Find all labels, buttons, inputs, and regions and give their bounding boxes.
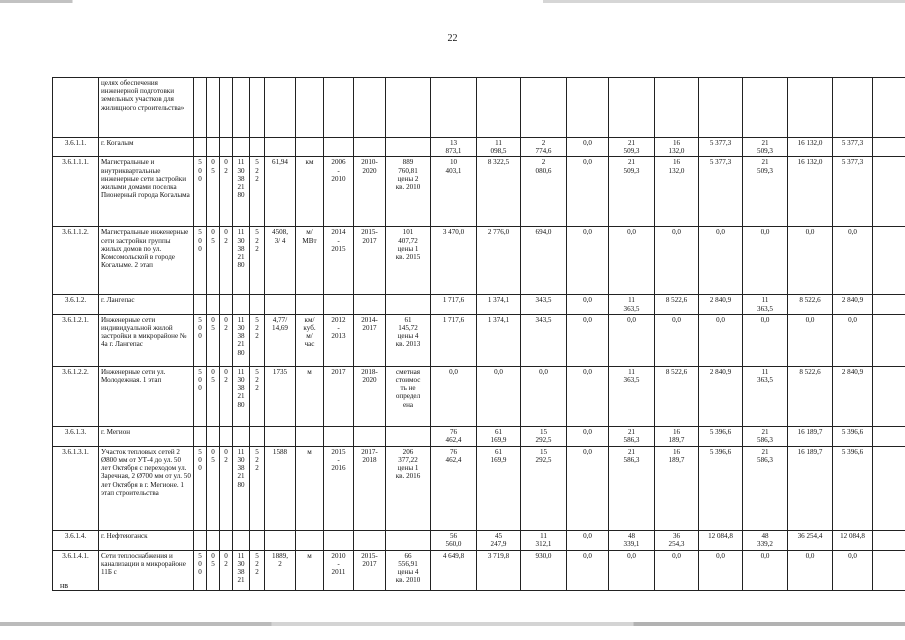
budget-2017 [477, 78, 521, 138]
local-2019 [833, 78, 873, 138]
other-2017: 0,0 [567, 157, 609, 227]
code-digit-1: 5 0 0 [194, 157, 207, 227]
capacity-unit: м/ МВт [296, 227, 324, 295]
capacity-unit: км [296, 157, 324, 227]
local-2019: 2 840,9 [833, 366, 873, 426]
other-2017: 0,0 [567, 366, 609, 426]
code-digit-3: 0 2 [220, 550, 233, 590]
construction-period: 2010- 2020 [354, 157, 386, 227]
construction-period [354, 426, 386, 446]
row-name: Магистральные и внутриквартальные инженерные сети застройки жилыми домами поселка Пионерный города Когалыма [99, 157, 194, 227]
page-number: 22 [447, 33, 458, 44]
code-digit-1 [194, 530, 207, 550]
empty-cell [873, 157, 905, 227]
budget-2019: 0,0 [788, 314, 833, 366]
local-2018: 5 396,6 [699, 446, 743, 530]
code-digit-3 [220, 78, 233, 138]
code-digit-1: 5 0 0 [194, 366, 207, 426]
total-2019 [743, 78, 788, 138]
capacity-unit: м [296, 366, 324, 426]
budget-2018: 8 522,6 [655, 295, 699, 314]
total-2018: 21 509,3 [609, 138, 655, 157]
total-2017: 1 717,6 [431, 295, 477, 314]
other-2017: 0,0 [567, 295, 609, 314]
code-digit-5 [250, 78, 265, 138]
code-digit-4: 11 30 38 21 80 [233, 157, 250, 227]
construction-period [354, 138, 386, 157]
table-row [53, 138, 905, 157]
code-digit-2: 0 5 [207, 227, 220, 295]
total-2018: 0,0 [609, 314, 655, 366]
capacity-unit [296, 295, 324, 314]
code-digit-1: 5 0 0 [194, 446, 207, 530]
local-2019: 12 084,8 [833, 530, 873, 550]
capacity-unit: м [296, 446, 324, 530]
budget-2018 [655, 78, 699, 138]
total-2019: 48 339,2 [743, 530, 788, 550]
row-code: 3.6.1.4. [53, 530, 99, 550]
total-2017: 10 403,1 [431, 157, 477, 227]
code-digit-2: 0 5 [207, 550, 220, 590]
estimated-cost: 889 760,81 цены 2 кв. 2010 [386, 157, 431, 227]
code-digit-2 [207, 295, 220, 314]
design-period: 2012 - 2013 [324, 314, 354, 366]
budget-2018: 8 522,6 [655, 366, 699, 426]
total-2019: 21 586,3 [743, 426, 788, 446]
local-2019: 5 377,3 [833, 157, 873, 227]
code-digit-5: 5 2 2 [250, 227, 265, 295]
local-2018: 2 840,9 [699, 295, 743, 314]
budget-2017: 45 247,9 [477, 530, 521, 550]
capacity-unit: км/ куб. м/ час [296, 314, 324, 366]
estimated-cost [386, 530, 431, 550]
code-digit-1 [194, 78, 207, 138]
other-2017: 0,0 [567, 446, 609, 530]
budget-2019: 16 132,0 [788, 138, 833, 157]
total-2017 [431, 78, 477, 138]
budget-2019: 36 254,4 [788, 530, 833, 550]
code-digit-5: 5 2 2 [250, 314, 265, 366]
code-digit-1: 5 0 0 [194, 314, 207, 366]
budget-2018: 36 254,3 [655, 530, 699, 550]
budget-2019: 8 522,6 [788, 366, 833, 426]
code-digit-3: 0 2 [220, 157, 233, 227]
budget-table [52, 77, 905, 591]
code-digit-5 [250, 138, 265, 157]
design-period: 2010 - 2011 [324, 550, 354, 590]
capacity-unit [296, 138, 324, 157]
row-name: г. Нефтеюганск [99, 530, 194, 550]
local-2017: 930,0 [521, 550, 567, 590]
table-row [53, 78, 905, 138]
design-period [324, 426, 354, 446]
code-digit-3 [220, 530, 233, 550]
local-2018: 0,0 [699, 314, 743, 366]
empty-cell [873, 426, 905, 446]
row-code: 3.6.1.1.2. [53, 227, 99, 295]
code-digit-2: 0 5 [207, 446, 220, 530]
code-digit-4 [233, 426, 250, 446]
code-digit-4: 11 30 38 21 80 [233, 446, 250, 530]
budget-2019: 16 132,0 [788, 157, 833, 227]
local-2019: 5 396,6 [833, 446, 873, 530]
code-digit-4: 11 30 38 21 [233, 550, 250, 590]
budget-2019: 16 189,7 [788, 446, 833, 530]
code-digit-2: 0 5 [207, 366, 220, 426]
total-2018: 11 363,5 [609, 366, 655, 426]
code-digit-4 [233, 295, 250, 314]
empty-cell [873, 227, 905, 295]
row-code: 3.6.1.1.1. [53, 157, 99, 227]
scan-edge-bottom [0, 622, 905, 626]
estimated-cost: сметная стоимос ть не определ ена [386, 366, 431, 426]
local-2017: 15 292,5 [521, 426, 567, 446]
empty-cell [873, 314, 905, 366]
code-digit-1 [194, 426, 207, 446]
empty-cell [873, 446, 905, 530]
local-2018: 5 377,3 [699, 157, 743, 227]
row-code [53, 78, 99, 138]
total-2018: 11 363,5 [609, 295, 655, 314]
capacity: 1588 [265, 446, 296, 530]
local-2018: 12 084,8 [699, 530, 743, 550]
scan-edge-top [0, 0, 905, 3]
budget-2019: 0,0 [788, 227, 833, 295]
budget-2019: 16 189,7 [788, 426, 833, 446]
code-digit-2 [207, 138, 220, 157]
table-row [53, 157, 905, 227]
other-2017: 0,0 [567, 426, 609, 446]
code-digit-3 [220, 295, 233, 314]
budget-2018: 16 132,0 [655, 157, 699, 227]
code-digit-4: 11 30 38 21 80 [233, 314, 250, 366]
row-code: 3.6.1.1. [53, 138, 99, 157]
local-2018: 0,0 [699, 227, 743, 295]
local-2019: 0,0 [833, 550, 873, 590]
row-name: г. Когалым [99, 138, 194, 157]
code-digit-5 [250, 530, 265, 550]
budget-2019: 8 522,6 [788, 295, 833, 314]
local-2018: 5 377,3 [699, 138, 743, 157]
construction-period: 2014- 2017 [354, 314, 386, 366]
local-2017: 2 774,6 [521, 138, 567, 157]
empty-cell [873, 530, 905, 550]
table-row [53, 550, 905, 590]
footer-mark: нв [60, 581, 69, 590]
local-2017: 343,5 [521, 314, 567, 366]
estimated-cost [386, 78, 431, 138]
code-digit-2: 0 5 [207, 314, 220, 366]
row-name: целях обеспечения инженерной подготовки земельных участков для жилищного строительства» [99, 78, 194, 138]
table-row [53, 366, 905, 426]
empty-cell [873, 78, 905, 138]
total-2017: 56 560,0 [431, 530, 477, 550]
budget-2017: 0,0 [477, 366, 521, 426]
estimated-cost [386, 138, 431, 157]
budget-2018: 0,0 [655, 550, 699, 590]
capacity [265, 530, 296, 550]
code-digit-3 [220, 138, 233, 157]
code-digit-4 [233, 138, 250, 157]
other-2017: 0,0 [567, 227, 609, 295]
code-digit-5 [250, 426, 265, 446]
code-digit-1 [194, 138, 207, 157]
other-2017: 0,0 [567, 550, 609, 590]
budget-2018: 16 132,0 [655, 138, 699, 157]
other-2017: 0,0 [567, 530, 609, 550]
budget-2017: 11 098,5 [477, 138, 521, 157]
local-2019: 2 840,9 [833, 295, 873, 314]
capacity [265, 78, 296, 138]
total-2019: 11 363,5 [743, 366, 788, 426]
estimated-cost: 206 377,22 цены 1 кв. 2016 [386, 446, 431, 530]
local-2017: 343,5 [521, 295, 567, 314]
construction-period [354, 78, 386, 138]
total-2017: 0,0 [431, 366, 477, 426]
empty-cell [873, 138, 905, 157]
construction-period: 2015- 2017 [354, 227, 386, 295]
empty-cell [873, 366, 905, 426]
estimated-cost: 66 556,91 цены 4 кв. 2010 [386, 550, 431, 590]
total-2018: 21 509,3 [609, 157, 655, 227]
empty-cell [873, 295, 905, 314]
capacity: 1889, 2 [265, 550, 296, 590]
budget-2017: 1 374,1 [477, 295, 521, 314]
row-name: г. Лангепас [99, 295, 194, 314]
local-2017 [521, 78, 567, 138]
capacity-unit: м [296, 550, 324, 590]
local-2018: 2 840,9 [699, 366, 743, 426]
code-digit-4 [233, 78, 250, 138]
local-2019: 0,0 [833, 227, 873, 295]
other-2017: 0,0 [567, 314, 609, 366]
design-period: 2006 - 2010 [324, 157, 354, 227]
row-code: 3.6.1.2. [53, 295, 99, 314]
local-2018: 5 396,6 [699, 426, 743, 446]
code-digit-3: 0 2 [220, 227, 233, 295]
code-digit-5: 5 2 2 [250, 366, 265, 426]
budget-2017: 61 169,9 [477, 426, 521, 446]
total-2019: 0,0 [743, 314, 788, 366]
code-digit-1 [194, 295, 207, 314]
capacity-unit [296, 426, 324, 446]
code-digit-3: 0 2 [220, 446, 233, 530]
code-digit-4: 11 30 38 21 80 [233, 366, 250, 426]
table-row [53, 314, 905, 366]
code-digit-3 [220, 426, 233, 446]
code-digit-5: 5 2 2 [250, 446, 265, 530]
code-digit-5: 5 2 2 [250, 550, 265, 590]
capacity [265, 295, 296, 314]
capacity: 1735 [265, 366, 296, 426]
local-2018 [699, 78, 743, 138]
budget-2018: 0,0 [655, 227, 699, 295]
budget-2018: 16 189,7 [655, 426, 699, 446]
code-digit-5 [250, 295, 265, 314]
design-period: 2014 - 2015 [324, 227, 354, 295]
empty-cell [873, 550, 905, 590]
construction-period [354, 530, 386, 550]
total-2019: 11 363,5 [743, 295, 788, 314]
budget-2017: 3 719,8 [477, 550, 521, 590]
code-digit-2 [207, 530, 220, 550]
total-2019: 0,0 [743, 550, 788, 590]
local-2019: 5 377,3 [833, 138, 873, 157]
budget-2017: 1 374,1 [477, 314, 521, 366]
row-name: г. Мегион [99, 426, 194, 446]
row-code: 3.6.1.2.1. [53, 314, 99, 366]
construction-period: 2015- 2017 [354, 550, 386, 590]
capacity [265, 426, 296, 446]
construction-period: 2017- 2018 [354, 446, 386, 530]
row-name: Инженерные сети индивидуальной жилой застройки в микрорайоне № 4а г. Лангепас [99, 314, 194, 366]
budget-2017: 8 322,5 [477, 157, 521, 227]
total-2017: 76 462,4 [431, 446, 477, 530]
budget-2018: 16 189,7 [655, 446, 699, 530]
total-2018 [609, 78, 655, 138]
row-name: Магистральные инженерные сети застройки группы жилых домов по ул. Комсомольской в городе Когалыме. 2 этап [99, 227, 194, 295]
design-period [324, 78, 354, 138]
row-code: 3.6.1.4.1. [53, 550, 99, 590]
row-code: 3.6.1.2.2. [53, 366, 99, 426]
total-2018: 48 339,1 [609, 530, 655, 550]
other-2017: 0,0 [567, 138, 609, 157]
design-period [324, 295, 354, 314]
estimated-cost: 101 407,72 цены 1 кв. 2015 [386, 227, 431, 295]
local-2017: 11 312,1 [521, 530, 567, 550]
code-digit-4: 11 30 38 21 80 [233, 227, 250, 295]
row-code: 3.6.1.3. [53, 426, 99, 446]
row-name: Сети теплоснабжения и канализации в микрорайоне 11Б с [99, 550, 194, 590]
design-period [324, 138, 354, 157]
other-2017 [567, 78, 609, 138]
budget-2019 [788, 78, 833, 138]
construction-period [354, 295, 386, 314]
capacity: 4,77/ 14,69 [265, 314, 296, 366]
capacity-unit [296, 78, 324, 138]
code-digit-3: 0 2 [220, 366, 233, 426]
construction-period: 2018- 2020 [354, 366, 386, 426]
total-2017: 76 462,4 [431, 426, 477, 446]
design-period: 2017 [324, 366, 354, 426]
total-2017: 13 873,1 [431, 138, 477, 157]
capacity: 61,94 [265, 157, 296, 227]
total-2019: 21 509,3 [743, 138, 788, 157]
capacity [265, 138, 296, 157]
local-2017: 2 080,6 [521, 157, 567, 227]
estimated-cost [386, 295, 431, 314]
code-digit-1: 5 0 0 [194, 227, 207, 295]
total-2018: 0,0 [609, 227, 655, 295]
budget-2017: 61 169,9 [477, 446, 521, 530]
code-digit-3: 0 2 [220, 314, 233, 366]
total-2017: 3 470,0 [431, 227, 477, 295]
local-2017: 694,0 [521, 227, 567, 295]
total-2018: 0,0 [609, 550, 655, 590]
code-digit-2 [207, 78, 220, 138]
total-2018: 21 586,3 [609, 426, 655, 446]
code-digit-2: 0 5 [207, 157, 220, 227]
code-digit-2 [207, 426, 220, 446]
capacity: 4508, 3/ 4 [265, 227, 296, 295]
local-2019: 0,0 [833, 314, 873, 366]
estimated-cost [386, 426, 431, 446]
total-2019: 21 509,3 [743, 157, 788, 227]
total-2019: 0,0 [743, 227, 788, 295]
local-2019: 5 396,6 [833, 426, 873, 446]
row-name: Участок тепловых сетей 2 Ø800 мм от УТ-4 до ул. 50 лет Октября с переходом ул. Заречная, 2 Ø700 мм от ул. 50 лет Октября в г. Мегионе. 1 этап строительства [99, 446, 194, 530]
budget-2017: 2 776,0 [477, 227, 521, 295]
code-digit-4 [233, 530, 250, 550]
total-2017: 1 717,6 [431, 314, 477, 366]
table-row [53, 295, 905, 314]
local-2017: 0,0 [521, 366, 567, 426]
budget-2018: 0,0 [655, 314, 699, 366]
total-2019: 21 586,3 [743, 446, 788, 530]
row-code: 3.6.1.3.1. [53, 446, 99, 530]
table-row [53, 446, 905, 530]
total-2018: 21 586,3 [609, 446, 655, 530]
code-digit-5: 5 2 2 [250, 157, 265, 227]
total-2017: 4 649,8 [431, 550, 477, 590]
code-digit-1: 5 0 0 [194, 550, 207, 590]
design-period: 2015 - 2016 [324, 446, 354, 530]
capacity-unit [296, 530, 324, 550]
local-2018: 0,0 [699, 550, 743, 590]
local-2017: 15 292,5 [521, 446, 567, 530]
row-name: Инженерные сети ул. Молодежная. 1 этап [99, 366, 194, 426]
budget-2019: 0,0 [788, 550, 833, 590]
table-row [53, 426, 905, 446]
table-row [53, 530, 905, 550]
estimated-cost: 61 145,72 цены 4 кв. 2013 [386, 314, 431, 366]
table-row [53, 227, 905, 295]
design-period [324, 530, 354, 550]
